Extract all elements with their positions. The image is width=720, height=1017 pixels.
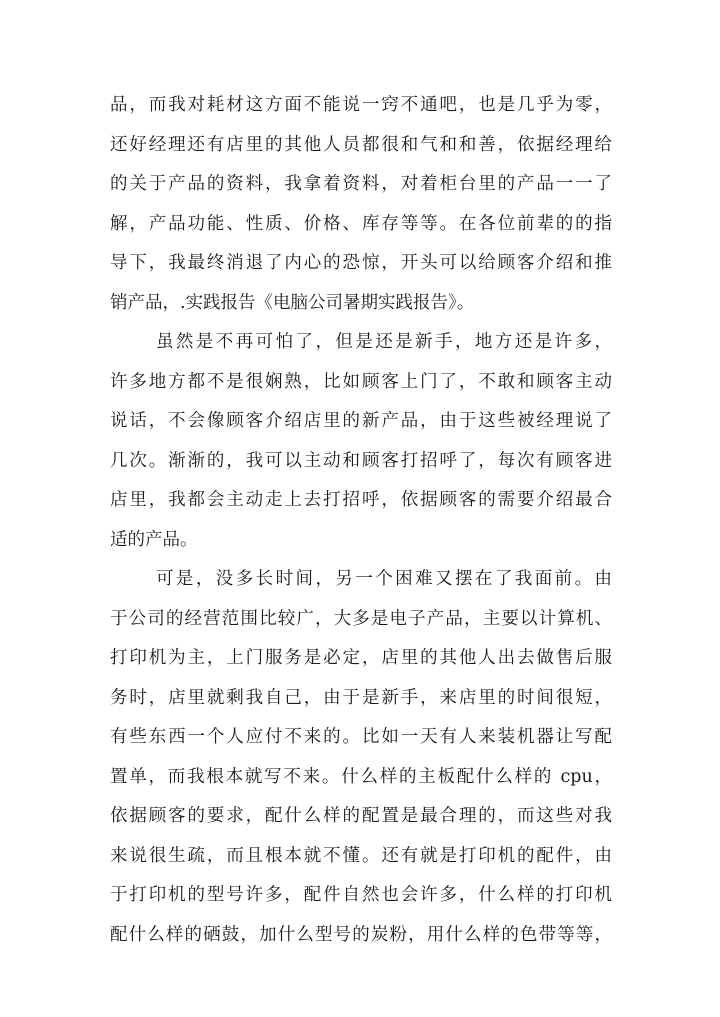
text-line: 置单，而我根本就写不来。什么样的主板配什么样的 cpu， [110,766,612,787]
text-line: 销产品，.实践报告《电脑公司暑期实践报告》。 [110,292,475,313]
text-line: 还好经理还有店里的其他人员都很和气和和善，依据经理给 [110,134,612,155]
text-line: 品，而我对耗材这方面不能说一窍不通吧，也是几乎为零， [110,95,612,115]
text-line: 许多地方都不是很娴熟，比如顾客上门了，不敢和顾客主动 [110,371,612,392]
paragraph-first-line: 可是，没多长时间，另一个困难又摆在了我面前。由 [156,569,612,589]
text-line: 说话，不会像顾客介绍店里的新产品，由于这些被经理说了 [110,411,612,431]
text-line: 店里，我都会主动走上去打招呼，依据顾客的需要介绍最合 [110,490,612,510]
text-line: 来说很生疏，而且根本就不懂。还有就是打印机的配件，由 [110,845,612,866]
text-line: 几次。渐渐的，我可以主动和顾客打招呼了，每次有顾客进 [110,450,612,471]
text-line: 配什么样的硒鼓，加什么型号的炭粉，用什么样的色带等等， [110,924,612,945]
text-line: 于公司的经营范围比较广，大多是电子产品，主要以计算机、 [110,608,612,629]
text-line: 于打印机的型号许多，配件自然也会许多，什么样的打印机 [110,885,612,905]
text-line: 有些东西一个人应付不来的。比如一天有人来装机器让写配 [110,727,612,747]
paragraph-first-line: 虽然是不再可怕了，但是还是新手，地方还是许多， [156,332,612,352]
text-line: 适的产品。 [110,529,198,550]
text-line: 的关于产品的资料，我拿着资料，对着柜台里的产品一一了 [110,174,612,194]
text-line: 依据顾客的要求，配什么样的配置是最合理的，而这些对我 [110,806,612,826]
document-body-text [110,86,612,955]
text-line: 导下，我最终消退了内心的恐惊，开头可以给顾客介绍和推 [110,253,612,273]
text-line: 解，产品功能、性质、价格、库存等等。在各位前辈的的指 [110,213,612,234]
text-line: 务时，店里就剩我自己，由于是新手，来店里的时间很短， [110,687,612,708]
text-line: 打印机为主，上门服务是必定，店里的其他人出去做售后服 [110,648,612,668]
